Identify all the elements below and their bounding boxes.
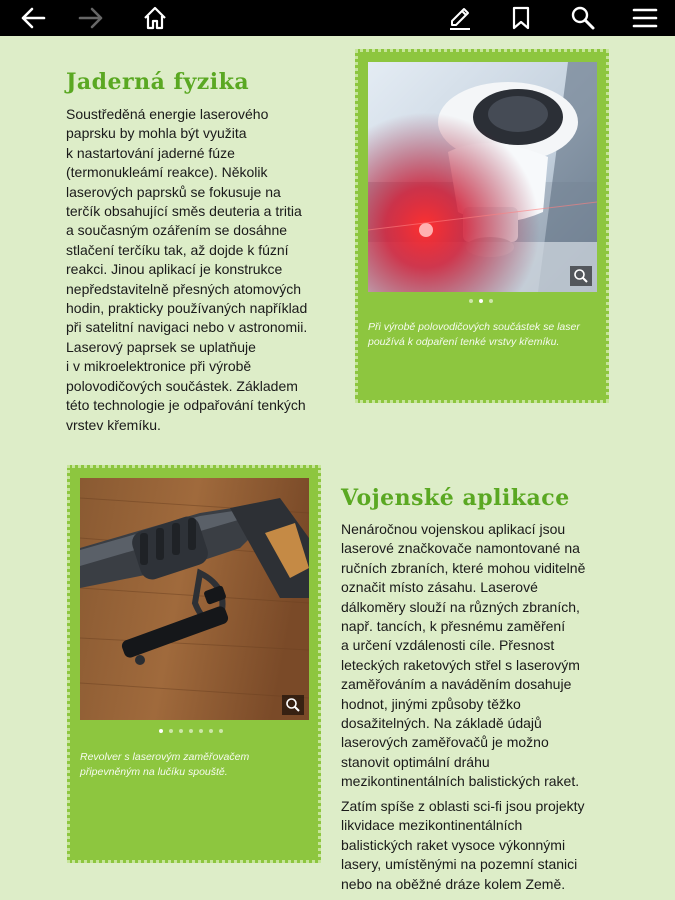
carousel-dot[interactable]: [179, 729, 183, 733]
microscope-laser-photo[interactable]: [368, 62, 597, 292]
zoom-icon[interactable]: [282, 695, 304, 715]
revolver-photo[interactable]: [80, 478, 309, 720]
carousel-dot[interactable]: [219, 729, 223, 733]
image-caption: Při výrobě polovodičových součástek se laser používá k odpaření tenké vrstvy křemíku.: [368, 321, 580, 348]
carousel-dot[interactable]: [189, 729, 193, 733]
search-icon[interactable]: [569, 4, 597, 32]
image-caption: Revolver s laserovým zaměřovačem připevněným na lučíku spouště.: [80, 751, 250, 778]
carousel-dot[interactable]: [169, 729, 173, 733]
home-icon[interactable]: [141, 4, 169, 32]
section-body-military-2: Zatím spíše z oblasti sci-fi jsou projekty likvidace mezikontinentálních balistických raket vysoce výkonnými lasery, umístěnými na pozemní stanici nebo na oběžné dráze kolem Země.: [341, 798, 585, 892]
image-card-revolver: [67, 465, 321, 863]
carousel-dot[interactable]: [469, 299, 473, 303]
carousel-dot[interactable]: [199, 729, 203, 733]
edit-pencil-icon[interactable]: [446, 4, 474, 32]
carousel-dot[interactable]: [479, 299, 483, 303]
section-title-military-applications: Vojenské aplikace: [341, 485, 570, 511]
top-toolbar: [0, 0, 675, 36]
section-title-nuclear-physics: Jaderná fyzika: [66, 69, 250, 95]
bookmark-icon[interactable]: [507, 4, 535, 32]
carousel-dot[interactable]: [209, 729, 213, 733]
carousel-dots[interactable]: [159, 729, 223, 733]
carousel-dots[interactable]: [469, 299, 493, 303]
image-card-semiconductor: [355, 49, 609, 403]
carousel-dot[interactable]: [489, 299, 493, 303]
section-body-nuclear-physics: Soustředěná energie laserového paprsku by mohla být využita k nastartování jaderné fúze (termonukleámí reakce). Několik laserových paprsků se fokusuje na terčík obsahující směs deuteria a tritia a současným ozářením se dosáhne stlačení terčíku tak, až dojde k fúzní reakci. Jinou aplikací je konstrukce nepředstavitelně přesných atomových hodin, prakticky používaných například při satelitní navigaci nebo v astronomii. Laserový paprsek se uplatňuje i v mikroelektronice při výrobě polovodičových součástek. Základem této technologie je odpařování tenkých vrstev křemíku.: [66, 106, 308, 433]
section-body-military-1: Nenáročnou vojenskou aplikací jsou laserové značkovače namontované na ručních zbraních, které mohou viditelně označit místo zásahu. Laserové dálkoměry slouží na různých zbraních, např. tancích, k přesnému zaměření a určení vzdálenosti cíle. Přesnost leteckých raketových střel s laserovým zaměřováním a naváděním dosahuje hodnot, jinými způsoby těžko dosažitelných. Na základě údajů laserových zaměřovačů je možno stanovit optimální dráhu mezikontinentálních balistických raket.: [341, 521, 586, 790]
carousel-dot[interactable]: [159, 729, 163, 733]
back-arrow-icon[interactable]: [19, 4, 47, 32]
zoom-icon[interactable]: [570, 266, 592, 286]
forward-arrow-icon[interactable]: [77, 4, 105, 32]
menu-icon[interactable]: [631, 4, 659, 32]
